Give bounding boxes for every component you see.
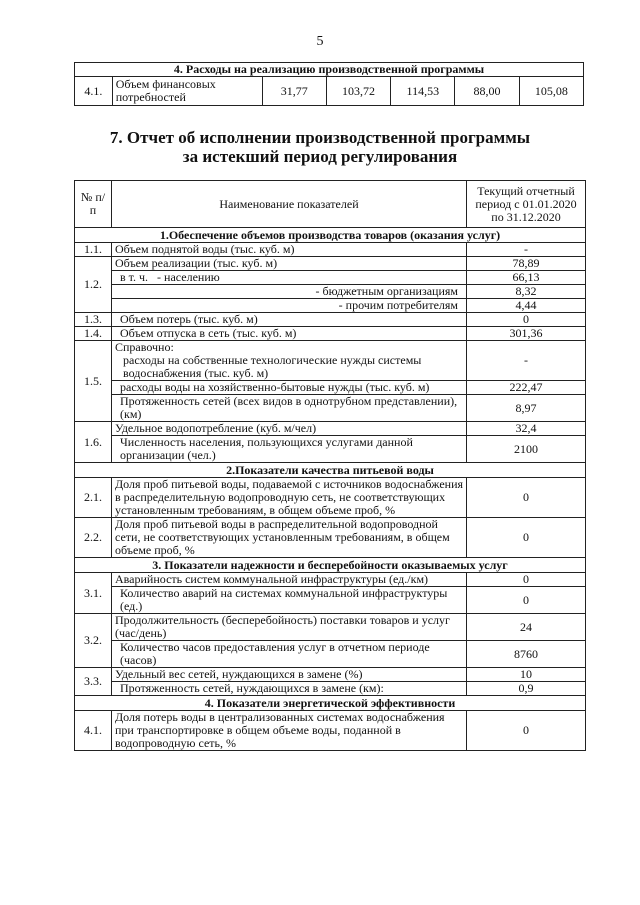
row-value: 0,9 <box>467 682 586 696</box>
row-value: 0 <box>467 478 586 518</box>
expenses-table <box>74 62 584 106</box>
table-row <box>75 436 586 463</box>
expenses-header: 4. Расходы на реализацию производственной программы <box>75 63 584 77</box>
table-row <box>75 299 586 313</box>
title-line-2: за истекший период регулирования <box>182 147 458 166</box>
row-value: 2100 <box>467 436 586 463</box>
row-label: Доля потерь воды в централизованных системах водоснабжения при транспортировке в общем объеме воды, поданной в водопроводную сеть, % <box>112 711 467 751</box>
row-label: Аварийность систем коммунальной инфраструктуры (ед./км) <box>112 573 467 587</box>
value-cell: 103,72 <box>326 77 390 106</box>
row-value: 222,47 <box>467 381 586 395</box>
row-value: - <box>467 341 586 381</box>
table-row <box>75 422 586 436</box>
row-value: 4,44 <box>467 299 586 313</box>
row-label: Количество аварий на системах коммунальной инфраструктуры (ед.) <box>112 587 467 614</box>
page-title <box>0 128 640 166</box>
table-row <box>75 478 586 518</box>
table-row <box>75 573 586 587</box>
row-value: 66,13 <box>467 271 586 285</box>
row-number: 3.1. <box>75 573 112 614</box>
row-number: 1.3. <box>75 313 112 327</box>
reference-label: Справочно: <box>115 340 174 354</box>
row-value: 78,89 <box>467 257 586 271</box>
header-name: Наименование показателей <box>112 181 467 228</box>
row-number: 1.4. <box>75 327 112 341</box>
row-label: Численность населения, пользующихся услугами данной организации (чел.) <box>112 436 467 463</box>
row-value: 0 <box>467 587 586 614</box>
table-row <box>75 313 586 327</box>
value-cell: 88,00 <box>455 77 519 106</box>
row-label: Объем потерь (тыс. куб. м) <box>112 313 467 327</box>
row-number: 1.6. <box>75 422 112 463</box>
row-label: Объем поднятой воды (тыс. куб. м) <box>112 243 467 257</box>
table-row <box>75 587 586 614</box>
header-period: Текущий отчетный период с 01.01.2020 по 31.12.2020 <box>467 181 586 228</box>
table-row <box>75 682 586 696</box>
title-line-1: 7. Отчет об исполнении производственной программы <box>109 128 531 147</box>
table-row <box>75 381 586 395</box>
table-row <box>75 257 586 271</box>
row-value: - <box>467 243 586 257</box>
row-label <box>112 341 467 381</box>
row-label: Протяженность сетей (всех видов в однотрубном представлении), (км) <box>112 395 467 422</box>
row-label: - бюджетным организациям <box>112 285 467 299</box>
row-value: 0 <box>467 313 586 327</box>
row-value: 24 <box>467 614 586 641</box>
table-row <box>75 711 586 751</box>
row-value: 0 <box>467 573 586 587</box>
row-label: Протяженность сетей, нуждающихся в замене (км): <box>112 682 467 696</box>
value-cell: 31,77 <box>262 77 326 106</box>
row-value: 0 <box>467 518 586 558</box>
row-value: 8,97 <box>467 395 586 422</box>
table-row <box>75 641 586 668</box>
table-row <box>75 243 586 257</box>
table-row <box>75 518 586 558</box>
value-cell: 114,53 <box>391 77 455 106</box>
report-table <box>74 180 586 751</box>
row-number: 2.2. <box>75 518 112 558</box>
row-label: Доля проб питьевой воды в распределительной водопроводной сети, не соответствующих установленным требованиям, в общем объеме проб, % <box>112 518 467 558</box>
row-value: 8760 <box>467 641 586 668</box>
table-row <box>75 668 586 682</box>
sub-label: расходы на собственные технологические нужды системы водоснабжения (тыс. куб. м) <box>123 353 422 380</box>
table-header-row <box>75 181 586 228</box>
row-value: 0 <box>467 711 586 751</box>
row-number: 3.2. <box>75 614 112 668</box>
page-number: 5 <box>316 34 324 49</box>
sub-label: - населению <box>157 270 220 284</box>
value-cell: 105,08 <box>519 77 583 106</box>
row-value: 32,4 <box>467 422 586 436</box>
section-heading-4: 4. Показатели энергетической эффективности <box>75 696 586 711</box>
row-number: 4.1. <box>75 77 113 106</box>
row-label: Количество часов предоставления услуг в отчетном периоде (часов) <box>112 641 467 668</box>
row-number: 4.1. <box>75 711 112 751</box>
row-label: Удельное водопотребление (куб. м/чел) <box>112 422 467 436</box>
row-number: 3.3. <box>75 668 112 696</box>
row-label: Объем реализации (тыс. куб. м) <box>112 257 467 271</box>
section-heading-2: 2.Показатели качества питьевой воды <box>75 463 586 478</box>
sub-prefix: в т. ч. <box>120 270 149 284</box>
section-heading-3: 3. Показатели надежности и бесперебойности оказываемых услуг <box>75 558 586 573</box>
header-num: № п/п <box>75 181 112 228</box>
table-row <box>75 77 584 106</box>
row-value: 301,36 <box>467 327 586 341</box>
section-heading-1: 1.Обеспечение объемов производства товаров (оказания услуг) <box>75 228 586 243</box>
row-number: 1.2. <box>75 257 112 313</box>
table-row <box>75 285 586 299</box>
row-number: 1.1. <box>75 243 112 257</box>
row-label: расходы воды на хозяйственно-бытовые нужды (тыс. куб. м) <box>112 381 467 395</box>
row-label: Объем отпуска в сеть (тыс. куб. м) <box>112 327 467 341</box>
row-value: 10 <box>467 668 586 682</box>
row-label: Объем финансовых потребностей <box>112 77 262 106</box>
row-label: Продолжительность (бесперебойность) поставки товаров и услуг (час/день) <box>112 614 467 641</box>
table-row <box>75 395 586 422</box>
table-row <box>75 327 586 341</box>
row-label: Доля проб питьевой воды, подаваемой с источников водоснабжения в распределительную водопроводную сеть, не соответствующих установленным требованиям, в общем объеме проб, % <box>112 478 467 518</box>
table-row <box>75 341 586 381</box>
row-value: 8,32 <box>467 285 586 299</box>
table-row <box>75 271 586 285</box>
row-label: - прочим потребителям <box>112 299 467 313</box>
row-number: 2.1. <box>75 478 112 518</box>
row-number: 1.5. <box>75 341 112 422</box>
table-row <box>75 614 586 641</box>
row-label <box>112 271 467 285</box>
row-label: Удельный вес сетей, нуждающихся в замене (%) <box>112 668 467 682</box>
